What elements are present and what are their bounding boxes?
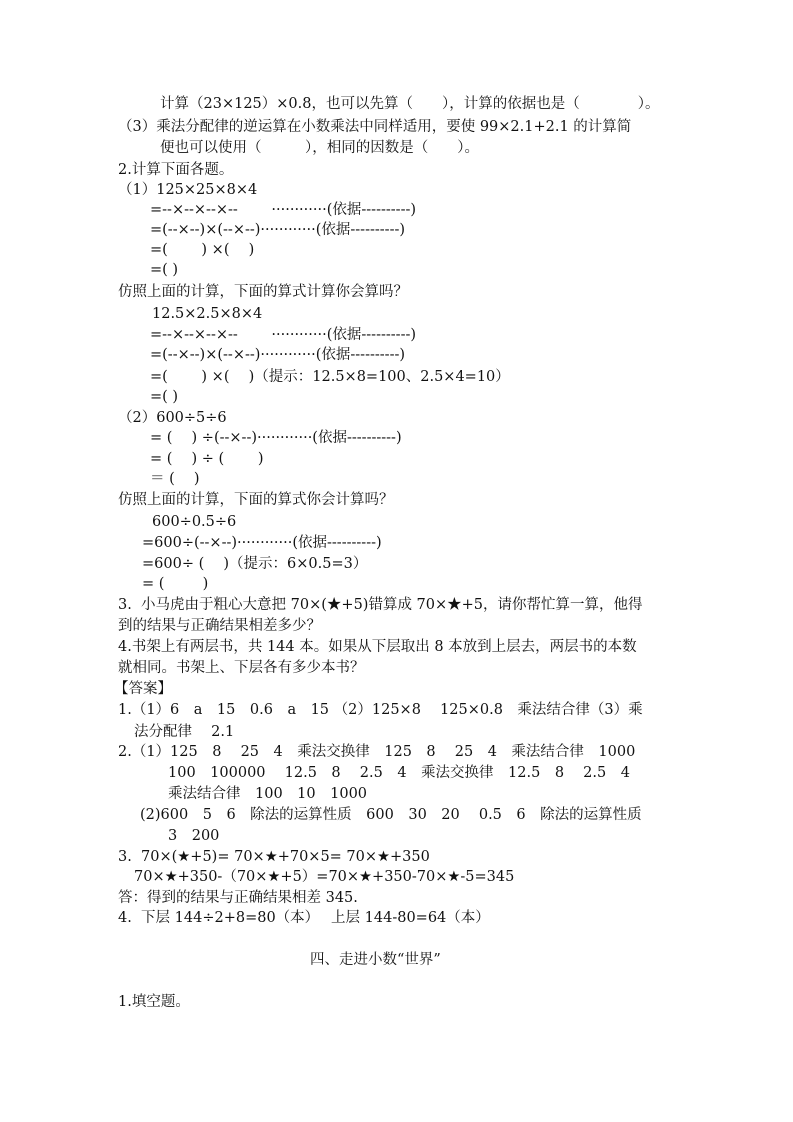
answer-line: (2)600 5 6 除法的运算性质 600 30 20 0.5 6 除法的运算性质 bbox=[140, 807, 642, 823]
text-line: =( ) ×( )（提示：12.5×8=100、2.5×4=10） bbox=[150, 369, 510, 385]
text-line: =(--×--)×(--×--)············(依据----------) bbox=[150, 222, 406, 238]
text-line: =--×--×--×-- ············(依据----------) bbox=[150, 327, 417, 343]
answer-line: 3 200 bbox=[168, 828, 220, 844]
text-line: 4.书架上有两层书，共 144 本。如果从下层取出 8 本放到上层去，两层书的本数 bbox=[118, 639, 637, 655]
text-line: = ( ) bbox=[142, 576, 209, 592]
text-line: = ( ) ÷ ( ) bbox=[150, 451, 264, 467]
answer-line: 乘法结合律 100 10 1000 bbox=[168, 786, 368, 802]
text-line: 3. 小马虎由于粗心大意把 70×(★+5)错算成 70×★+5，请你帮忙算一算，他得 bbox=[118, 597, 643, 613]
text-line: 600÷0.5÷6 bbox=[152, 514, 237, 530]
text-line: 便也可以使用（ ），相同的因数是（ ）。 bbox=[160, 140, 479, 156]
answer-line: 1.（1）6 a 15 0.6 a 15 （2）125×8 125×0.8 乘法结合律（3）乘 bbox=[118, 702, 643, 718]
text-line: ＝ ( ) bbox=[150, 471, 200, 487]
answer-line: 100 100000 12.5 8 2.5 4 乘法交换律 12.5 8 2.5 4 bbox=[168, 765, 630, 781]
answer-heading: 【答案】 bbox=[114, 681, 172, 697]
text-line: （2）600÷5÷6 bbox=[118, 410, 227, 426]
heading: 1.填空题。 bbox=[118, 994, 190, 1010]
text-line: 12.5×2.5×8×4 bbox=[152, 306, 263, 322]
text-line: =600÷ ( )（提示：6×0.5=3） bbox=[142, 556, 368, 572]
text-line: 到的结果与正确结果相差多少？ bbox=[118, 618, 321, 634]
text-line: 仿照上面的计算，下面的算式你会计算吗？ bbox=[118, 492, 394, 508]
answer-line: 2.（1）125 8 25 4 乘法交换律 125 8 25 4 乘法结合律 1000 bbox=[118, 744, 636, 760]
text-line: =(--×--)×(--×--)············(依据----------) bbox=[150, 347, 406, 363]
text-line: （3）乘法分配律的逆运算在小数乘法中同样适用，要使 99×2.1+2.1 的计算简 bbox=[118, 119, 632, 135]
text-line: =( ) bbox=[150, 262, 179, 278]
text-line: 计算（23×125）×0.8，也可以先算（ ），计算的依据也是（ ）。 bbox=[160, 96, 660, 112]
answer-line: 3. 70×(★+5)= 70×★+70×5= 70×★+350 bbox=[118, 849, 430, 865]
text-line: =--×--×--×-- ············(依据----------) bbox=[150, 202, 417, 218]
text-line: 就相同。书架上、下层各有多少本书？ bbox=[118, 660, 365, 676]
text-line: =600÷(--×--)············(依据----------) bbox=[142, 535, 382, 551]
answer-line: 法分配律 2.1 bbox=[134, 724, 235, 740]
section-title: 四、走进小数“世界” bbox=[310, 952, 441, 968]
answer-line: 70×★+350-（70×★+5）=70×★+350-70×★-5=345 bbox=[134, 869, 515, 885]
heading: 2.计算下面各题。 bbox=[118, 162, 234, 178]
text-line: （1）125×25×8×4 bbox=[118, 182, 258, 198]
answer-line: 答：得到的结果与正确结果相差 345. bbox=[118, 890, 358, 906]
text-line: 仿照上面的计算，下面的算式计算你会算吗？ bbox=[118, 284, 408, 300]
text-line: =( ) ×( ) bbox=[150, 242, 255, 258]
text-line: = ( ) ÷(--×--)············(依据----------) bbox=[150, 430, 402, 446]
answer-line: 4. 下层 144÷2+8=80（本） 上层 144-80=64（本） bbox=[118, 910, 490, 926]
text-line: =( ) bbox=[150, 389, 179, 405]
